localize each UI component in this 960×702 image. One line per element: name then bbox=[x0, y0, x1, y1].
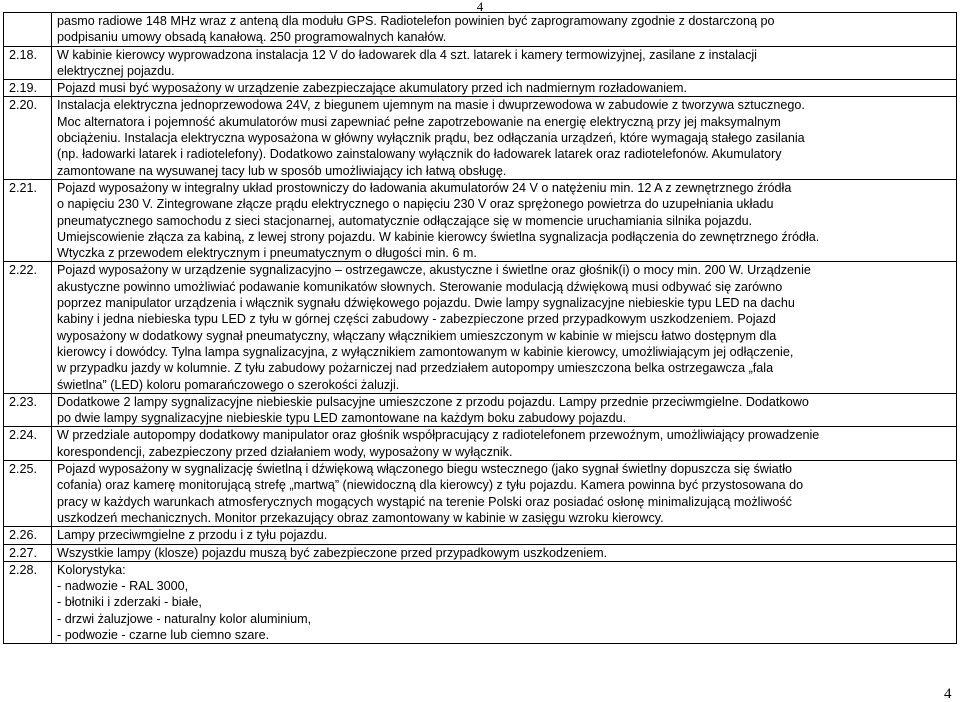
item-text bbox=[52, 461, 957, 527]
item-number: 2.19. bbox=[4, 80, 52, 97]
page-number-top: 4 bbox=[476, 0, 484, 14]
text-line: - podwozie - czarne lub ciemno szare. bbox=[57, 627, 270, 642]
text-line: - drzwi żaluzjowe - naturalny kolor aluminium, bbox=[57, 611, 312, 626]
item-number: 2.22. bbox=[4, 262, 52, 393]
text-line: o napięciu 230 V. Zintegrowane złącze prądu elektrycznego o napięciu 230 V oraz sprężonego powietrza do uzupełniania układu bbox=[57, 197, 774, 212]
text-line: Kolorystyka: bbox=[57, 562, 126, 577]
text-line: - nadwozie - RAL 3000, bbox=[57, 579, 189, 594]
text-line: W przedziale autopompy dodatkowy manipulator oraz głośnik współpracujący z radiotelefonem przewoźnym, umożliwiający prowadzenie bbox=[57, 428, 820, 443]
text-line: poprzez manipulator urządzenia i włącznik sygnału dźwiękowego pojazdu. Dwie lampy sygnalizacyjne niebieskie typu LED na dachu bbox=[57, 296, 795, 311]
text-line: świetlna” (LED) koloru pomarańczowego o szerokości żaluzji. bbox=[57, 377, 400, 392]
text-line: uszkodzeń mechanicznych. Monitor przekazujący obraz zamontowany w kabinie w zasięgu wzroku kierowcy. bbox=[57, 510, 664, 525]
text-line: Instalacja elektryczna jednoprzewodowa 24V, z biegunem ujemnym na masie i dwuprzewodowa w zabudowie z tworzywa sztucznego. bbox=[57, 98, 805, 113]
text-line: cofania) oraz kamerę monitorującą strefę „martwą” (niewidoczną dla kierowcy) z tyłu pojazdu. Kamera powinna być przystosowana do bbox=[57, 478, 804, 493]
item-number: 2.21. bbox=[4, 179, 52, 261]
requirements-table bbox=[3, 12, 957, 644]
text-line: pneumatycznego samochodu z sieci stacjonarnej, automatycznie odłączające się w momencie uruchamiania silnika pojazdu. bbox=[57, 213, 753, 228]
item-number: 2.26. bbox=[4, 527, 52, 544]
text-line: w przypadku jazdy w kolumnie. Z tyłu zabudowy pożarniczej nad przedziałem autopompy umieszczona belka ostrzegawcza „fala bbox=[57, 361, 774, 376]
text-line: kierowcy i dowódcy. Tylna lampa sygnalizacyjna, z wyłącznikiem zamontowanym w kabinie kierowcy, umożliwiającym jej odłączenie, bbox=[57, 344, 794, 359]
text-line: Lampy przeciwmgielne z przodu i z tyłu pojazdu. bbox=[57, 528, 328, 543]
text-line: (np. ładowarki latarek i radiotelefony). Dodatkowo zainstalowany wyłącznik do ładowarek latarek oraz radiotelefonów. Akumulatory bbox=[57, 147, 782, 162]
item-text bbox=[52, 13, 957, 47]
item-text bbox=[52, 80, 957, 97]
item-number: 2.20. bbox=[4, 97, 52, 179]
table-row bbox=[4, 262, 957, 393]
table-row bbox=[4, 179, 957, 261]
table-row bbox=[4, 527, 957, 544]
item-text bbox=[52, 46, 957, 80]
item-number: 2.23. bbox=[4, 393, 52, 427]
text-line: zamontowane na wysuwanej tacy lub w sposób umożliwiający ich łatwą obsługę. bbox=[57, 163, 507, 178]
text-line: W kabinie kierowcy wyprowadzona instalacja 12 V do ładowarek dla 4 szt. latarek i kamery termowizyjnej, zasilane z instalacji bbox=[57, 47, 757, 62]
text-line: Moc alternatora i pojemność akumulatorów musi zapewniać pełne zapotrzebowanie na energię elektryczną przy jej maksymalnym bbox=[57, 114, 781, 129]
table-row bbox=[4, 544, 957, 561]
text-line: Wtyczka z przewodem elektrycznym i pneumatycznym o długości min. 6 m. bbox=[57, 246, 477, 261]
text-line: pasmo radiowe 148 MHz wraz z anteną dla modułu GPS. Radiotelefon powinien być zaprogramowany zgodnie z dostarczoną po bbox=[57, 14, 775, 28]
item-text bbox=[52, 97, 957, 179]
table-row bbox=[4, 80, 957, 97]
text-line: wyposażony w dodatkowy sygnał pneumatyczny, włączany włącznikiem umieszczonym w kabinie w miejscu łatwo dostępnym dla bbox=[57, 328, 777, 343]
text-line: po dwie lampy sygnalizacyjne niebieskie typu LED zamontowane na każdym boku zabudowy pojazdu. bbox=[57, 411, 627, 426]
text-line: obciążeniu. Instalacja elektryczna wyposażona w główny wyłącznik prądu, bez odłączania urządzeń, które wymagają stałego zasilania bbox=[57, 131, 805, 146]
table-row bbox=[4, 13, 957, 47]
text-line: Pojazd wyposażony w integralny układ prostowniczy do ładowania akumulatorów 24 V o natężeniu min. 12 A z zewnętrznego źródła bbox=[57, 180, 792, 195]
item-number: 2.27. bbox=[4, 544, 52, 561]
text-line: Dodatkowe 2 lampy sygnalizacyjne niebieskie pulsacyjne umieszczone z przodu pojazdu. Lampy przednie przeciwmgielne. Dodatkowo bbox=[57, 394, 809, 409]
item-number: 2.18. bbox=[4, 46, 52, 80]
table-row bbox=[4, 46, 957, 80]
text-line: Umiejscowienie złącza za kabiną, z lewej strony pojazdu. W kabinie kierowcy świetlna sygnalizacja podłączenia do zewnętrznego źródła. bbox=[57, 229, 820, 244]
item-text bbox=[52, 527, 957, 544]
text-line: podpisaniu umowy obsadą kanałową. 250 programowalnych kanałów. bbox=[57, 30, 447, 45]
text-line: kabiny i jedna niebieska typu LED z tyłu w górnej części zabudowy - zabezpieczone przed przypadkowym uszkodzeniem. Pojazd bbox=[57, 312, 776, 327]
text-line: Wszystkie lampy (klosze) pojazdu muszą być zabezpieczone przed przypadkowym uszkodzeniem. bbox=[57, 545, 608, 560]
item-text bbox=[52, 427, 957, 461]
text-line: elektrycznej pojazdu. bbox=[57, 63, 175, 78]
item-number: 2.28. bbox=[4, 561, 52, 643]
item-text bbox=[52, 179, 957, 261]
page-number-bottom: 4 bbox=[944, 686, 952, 702]
text-line: Pojazd musi być wyposażony w urządzenie zabezpieczające akumulatory przed ich nadmiernym rozładowaniem. bbox=[57, 81, 687, 96]
table-row bbox=[4, 97, 957, 179]
item-text bbox=[52, 393, 957, 427]
text-line: pracy w każdych warunkach atmosferycznych mogących wystąpić na terenie Polski oraz posiadać osłonę minimalizującą możliwość bbox=[57, 494, 792, 509]
text-line: Pojazd wyposażony w sygnalizację świetlną i dźwiękową włączonego biegu wstecznego (jako sygnał świetlny dopuszcza się światło bbox=[57, 462, 793, 477]
text-line: akustyczne powinno umożliwiać podawanie komunikatów słownych. Sterowanie modulacją dźwiękową musi odbywać się zarówno bbox=[57, 279, 783, 294]
text-line: - błotniki i zderzaki - białe, bbox=[57, 595, 202, 610]
item-text bbox=[52, 262, 957, 393]
item-text bbox=[52, 561, 957, 643]
item-number bbox=[4, 13, 52, 47]
text-line: Pojazd wyposażony w urządzenie sygnalizacyjno – ostrzegawcze, akustyczne i świetlne oraz głośnik(i) o mocy min. 200 W. Urządzenie bbox=[57, 263, 811, 278]
table-row bbox=[4, 427, 957, 461]
text-line: korespondencji, zabezpieczony przed działaniem wody, wyposażony w wyłącznik. bbox=[57, 444, 513, 459]
item-text bbox=[52, 544, 957, 561]
item-number: 2.25. bbox=[4, 461, 52, 527]
item-number: 2.24. bbox=[4, 427, 52, 461]
table-row bbox=[4, 561, 957, 643]
table-row bbox=[4, 393, 957, 427]
table-row bbox=[4, 461, 957, 527]
